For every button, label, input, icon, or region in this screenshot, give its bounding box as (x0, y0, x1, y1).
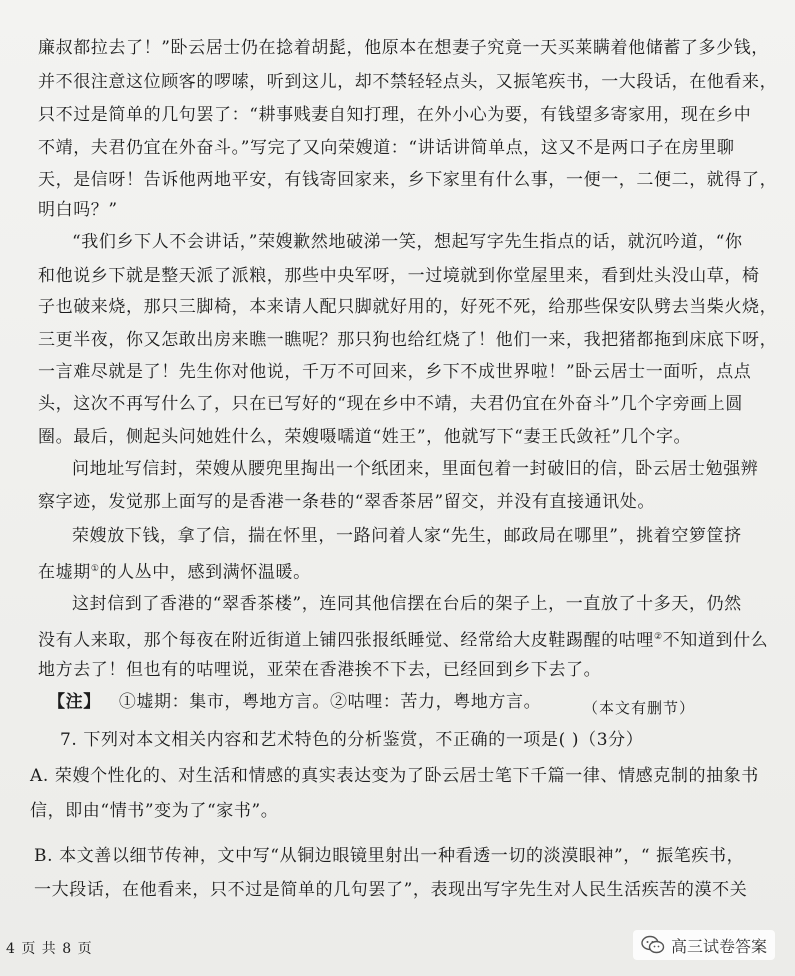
text-line: 三更半夜，你又怎敢出房来瞧一瞧呢？那只狗也给红烧了！他们一来，我把猪都拖到床底下呀， (38, 330, 778, 350)
note-text: ①墟期：集市，粤地方言。②咕哩：苦力，粤地方言。 (118, 692, 542, 712)
option-b-cont: 一大段话，在他看来，只不过是简单的几句罢了”，表现出写字先生对人民生活疾苦的漠不关 (34, 880, 748, 900)
text-line: “我们乡下人不会讲话，”荣嫂歉然地破涕一笑，想起写字先生指点的话，就沉吟道，“你 (72, 232, 743, 252)
question-stem: 7. 下列对本文相关内容和艺术特色的分析鉴赏，不正确的一项是( )（3分） (60, 730, 644, 750)
text-line: 天，是信呀！告诉他两地平安，有钱寄回家来，乡下家里有什么事，一便一，二便二，就得了， (38, 170, 778, 190)
text-line: 这封信到了香港的“翠香茶楼”，连同其他信摆在台后的架子上，一直放了十多天，仍然 (72, 594, 742, 614)
text-line: 子也破来烧，那只三脚椅，本来请人配只脚就好用的，好死不死，给那些保安队劈去当柴火烧， (38, 297, 778, 317)
text-line: 荣嫂放下钱，拿了信，揣在怀里，一路问着人家“先生，邮政局在哪里”，挑着空箩筐挤 (72, 526, 742, 546)
text-line: 察字迹，发觉那上面写的是香港一条巷的“翠香茶居”留交，并没有直接通讯处。 (38, 492, 655, 512)
option-a-cont: 信，即由“情书”变为了“家书”。 (30, 801, 279, 821)
text-line: 和他说乡下就是整天派了派粮，那些中央军呀，一过境就到你堂屋里来，看到灶头没山草，椅 (38, 266, 760, 286)
option-b: B. 本文善以细节传神，文中写“从铜边眼镜里射出一种看透一切的淡漠眼神”，“ 振笔疾书， (34, 846, 745, 866)
text-line: 不靖，夫君仍宜在外奋斗。”写完了又向荣嫂道：“讲话讲简单点，这又不是两口子在房里聊 (38, 138, 735, 158)
option-a: A. 荣嫂个性化的、对生活和情感的真实表达变为了卧云居士笔下千篇一律、情感克制的抽象书 (30, 766, 759, 786)
text-line: 头，这次不再写什么了，只在已写好的“现在乡中不靖，夫君仍宜在外奋斗”几个字旁画上圆 (38, 394, 743, 414)
page-number: 4 页 共 8 页 (6, 941, 93, 957)
text-line: 在墟期①的人丛中，感到满怀温暖。 (38, 562, 311, 583)
text-line: 圈。最后，侧起头问她姓什么，荣嫂嗫嚅道“姓王”，他就写下“妻王氏敛衽”几个字。 (38, 427, 692, 447)
text-line: 一言难尽就是了！先生你对他说，千万不可回来，乡下不成世界啦！”卧云居士一面听，点点 (38, 362, 752, 382)
text-line: 只不过是简单的几句罢了：“耕事贱妻自知打理，在外小心为要，有钱望多寄家用，现在乡中 (38, 105, 752, 125)
text-line: 明白吗？” (38, 200, 118, 220)
watermark-text: 高三试卷答案 (670, 936, 767, 956)
wechat-icon (641, 935, 665, 955)
note-line (48, 692, 541, 712)
watermark (633, 930, 775, 960)
text-line: 地方去了！但也有的咕哩说，亚荣在香港挨不下去，已经回到乡下去了。 (38, 660, 602, 680)
note-label: 【注】 (48, 692, 101, 712)
footnote-marker: ① (90, 564, 100, 574)
text-line: 没有人来取，那个每夜在附近街道上铺四张报纸睡觉、经常给大皮鞋踢醒的咕哩②不知道到什么 (38, 630, 769, 651)
footnote-marker: ② (654, 632, 663, 642)
source-note: （本文有删节） (582, 699, 695, 717)
text-line: 并不很注意这位顾客的啰嗦，听到这儿，却不禁轻轻点头，又振笔疾书，一大段话，在他看来， (38, 72, 778, 92)
text-line: 问地址写信封，荣嫂从腰兜里掏出一个纸团来，里面包着一封破旧的信，卧云居士勉强辨 (72, 459, 759, 479)
text-line: 廉叔都拉去了！”卧云居士仍在捻着胡髭，他原本在想妻子究竟一天买莱瞒着他储蓄了多少钱， (38, 38, 769, 58)
